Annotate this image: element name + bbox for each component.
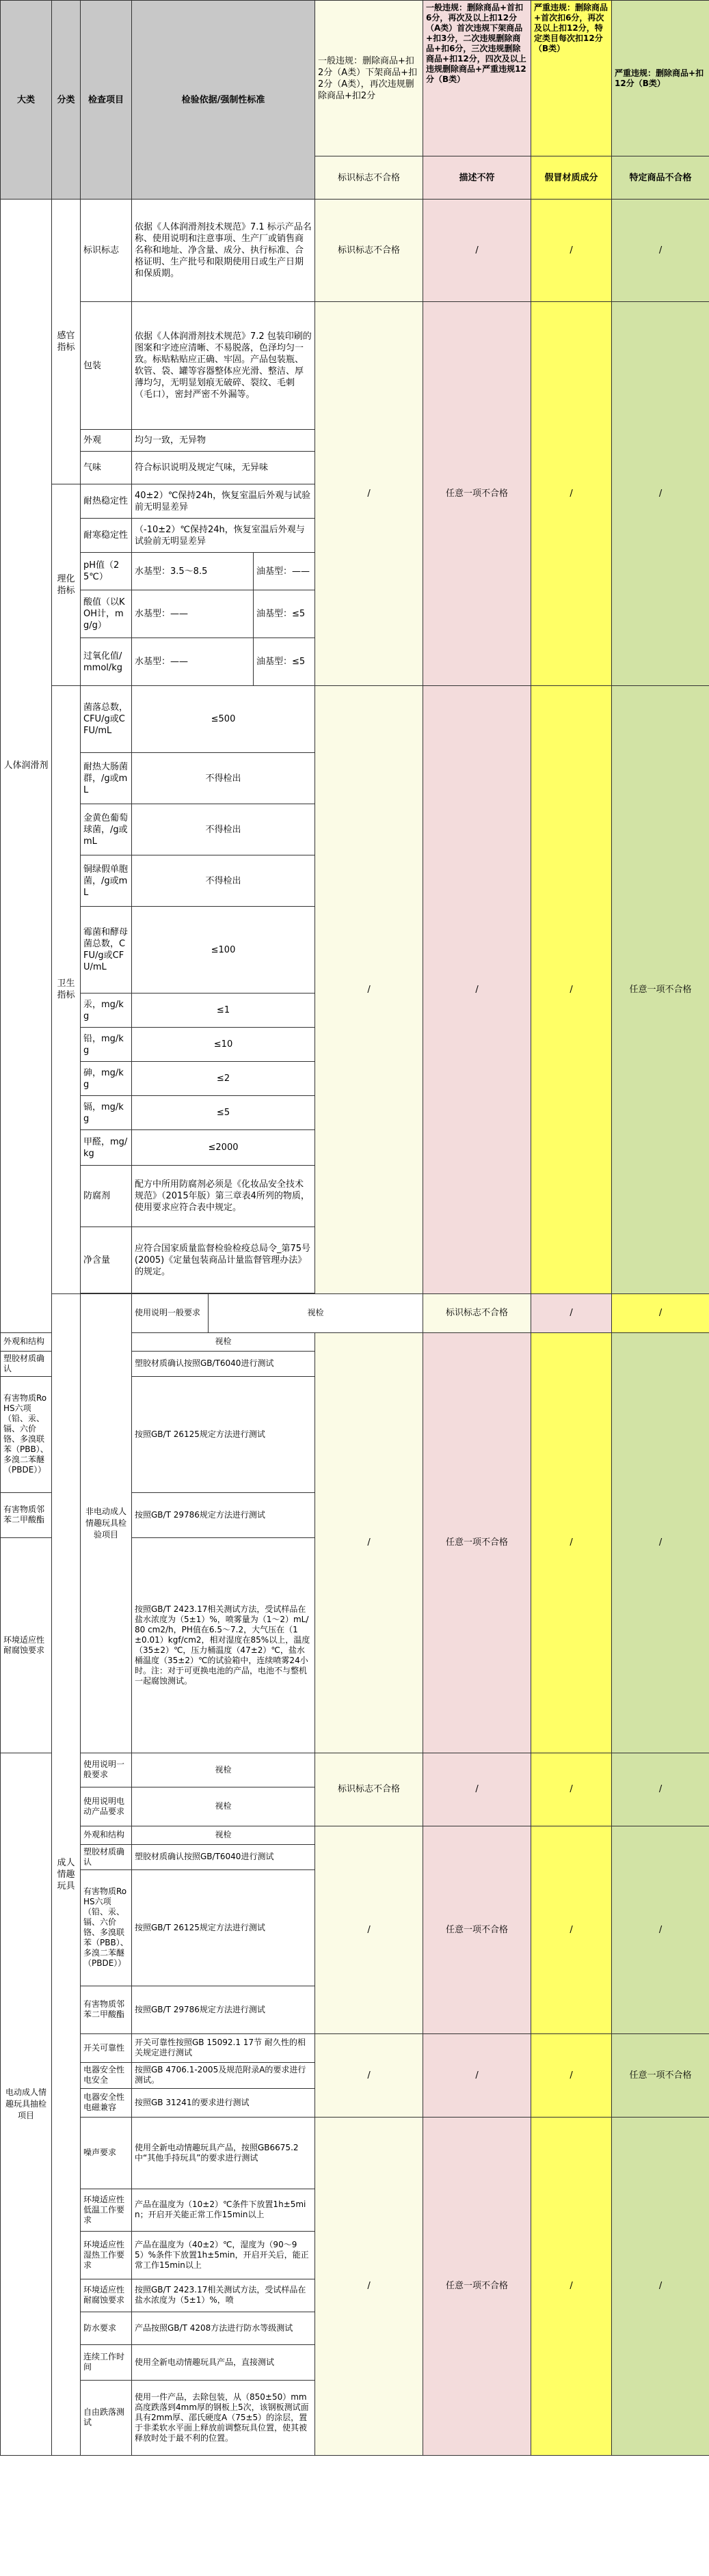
item-bacteria: 菌落总数，CFU/g或CFU/mL xyxy=(81,686,132,753)
cell-label-fail: 标识标志不合格 xyxy=(315,200,423,302)
basis2-continuous: 使用全新电动情趣玩具产品，直接测试 xyxy=(132,2344,315,2380)
item-rohs: 有害物质RoHS六项（铅、汞、镉、六价铬、多溴联苯（PBB）、多溴二苯醚（PBDE）） xyxy=(1,1376,52,1492)
item-phthalate: 有害物质邻苯二甲酸酯 xyxy=(1,1492,52,1537)
sub-mismatch: 描述不符 xyxy=(423,156,531,200)
major-lubricant: 人体润滑剂 xyxy=(1,200,52,1333)
item2-water: 防水要求 xyxy=(81,2312,132,2344)
basis2-switch: 开关可靠性按照GB 15092.1 17节 耐久性的相关规定进行测试 xyxy=(132,2033,315,2062)
basis-net-content: 应符合国家质量监督检验检疫总局令_第75号(2005)《定量包装商品计量监督管理办法》的规定。 xyxy=(132,1227,315,1293)
cell-slash: / xyxy=(315,2117,423,2455)
basis-preservative: 配方中所用防腐剂必须是《化妆品安全技术规范》（2015年版）第三章表4所列的物质，使用要求应符合表中规定。 xyxy=(132,1166,315,1227)
cell-slash: / xyxy=(531,2117,612,2455)
cell-slash: / xyxy=(531,1826,612,2033)
penalty-serious-2: 严重违规：删除商品+扣12分（B类） xyxy=(612,1,709,156)
cell-slash: / xyxy=(423,2033,531,2117)
cell-any-fail: 任意一项不合格 xyxy=(423,302,531,686)
cell-any-fail: 任意一项不合格 xyxy=(423,2117,531,2455)
item-pseudomonas: 铜绿假单胞菌，/g或mL xyxy=(81,855,132,907)
cell-slash: / xyxy=(315,686,423,1294)
item-preservative: 防腐剂 xyxy=(81,1166,132,1227)
item-env-corrosion: 环境适应性耐腐蚀要求 xyxy=(1,1537,52,1753)
basis-env-corrosion: 按照GB/T 2423.17相关测试方法，受试样品在盐水浓度为（5±1）%，喷雾量为（1～2）mL/80 cm2/h，PH值在6.5～7.2，大气压在（1±0.01）kgf/cm2，相对湿度在85%以上，温度（35±2）℃，压力桶温度（47±2）℃，盐水桶温度（35±2）℃的试验箱中，连续喷雾24小时。注：对于可更换电池的产品，电池不与整机一起腐蚀测试。 xyxy=(132,1537,315,1753)
basis-formaldehyde: ≤2000 xyxy=(132,1130,315,1166)
cell-slash: / xyxy=(315,302,423,686)
cell-slash: / xyxy=(423,1753,531,1826)
item2-drop: 自由跌落测试 xyxy=(81,2380,132,2455)
item2-look: 外观和结构 xyxy=(81,1826,132,1844)
basis2-look: 视检 xyxy=(132,1826,315,1844)
item2-plastic: 塑胶材质确认 xyxy=(81,1844,132,1869)
basis-cadmium: ≤5 xyxy=(132,1096,315,1130)
basis-perox-oil: 油基型：≤5 xyxy=(254,638,315,686)
cell-slash: / xyxy=(612,1332,709,1753)
cell-any-fail: 任意一项不合格 xyxy=(423,1332,531,1753)
basis-package: 依据《人体润滑剂技术规范》7.2 包装印刷的图案和字迹应清晰、不易脱落，色泽均匀一致。标贴粘贴应正确、牢固。产品包装瓶、软管、袋、罐等容器整体应光滑、整洁、厚薄均匀，无明显划痕无破碎、裂纹、毛刺（毛口），密封严密不外漏等。 xyxy=(132,302,315,430)
basis2-rohs: 按照GB/T 26125规定方法进行测试 xyxy=(132,1869,315,1986)
table-row xyxy=(1,1293,709,1332)
cell-slash: / xyxy=(423,686,531,1294)
item-staph: 金黄色葡萄球菌，/g或mL xyxy=(81,804,132,855)
cat-nonelectric: 非电动成人情趣玩具检验项目 xyxy=(81,1293,132,1753)
basis-bacteria: ≤500 xyxy=(132,686,315,753)
item-acid: 酸值（以KOH计，mg/g） xyxy=(81,590,132,638)
item-cadmium: 镉，mg/kg xyxy=(81,1096,132,1130)
item2-corrosion: 环境适应性耐腐蚀要求 xyxy=(81,2279,132,2312)
item-appearance: 外观 xyxy=(81,430,132,452)
cell-slash: / xyxy=(423,200,531,302)
item-formaldehyde: 甲醛，mg/kg xyxy=(81,1130,132,1166)
sub-label-fail: 标识标志不合格 xyxy=(315,156,423,200)
cell-slash: / xyxy=(531,1332,612,1753)
item-general: 使用说明一般要求 xyxy=(132,1293,209,1332)
item-net-content: 净含量 xyxy=(81,1227,132,1293)
major-adult-toy: 成人情趣玩具 xyxy=(52,1293,81,2455)
basis-acid-oil: 油基型：≤5 xyxy=(254,590,315,638)
item2-electric: 使用说明电动产品要求 xyxy=(81,1787,132,1826)
cell-label-fail: 标识标志不合格 xyxy=(315,1753,423,1826)
basis-mold: ≤100 xyxy=(132,907,315,994)
cat-hygiene: 卫生指标 xyxy=(52,686,81,1294)
cell-slash: / xyxy=(531,2033,612,2117)
basis2-emc: 按照GB 31241的要求进行测试 xyxy=(132,2088,315,2117)
item2-lowtemp: 环境适应性低温工作要求 xyxy=(81,2189,132,2231)
cell-slash: / xyxy=(531,1293,612,1332)
basis2-plastic: 塑胶材质确认按照GB/T6040进行测试 xyxy=(132,1844,315,1869)
cell-slash: / xyxy=(612,2117,709,2455)
basis-smell: 符合标识说明及规定气味，无异味 xyxy=(132,452,315,484)
basis-cold: （-10±2）℃保持24h，恢复室温后外观与试验前无明显差异 xyxy=(132,519,315,553)
basis2-drop: 使用一件产品，去除包装，从（850±50）mm高度跌落到4mm厚的钢板上5次，该钢板测试面具有2mm厚、邵氏硬度A（75±5）的涂层，置于非柔软水平面上释放前调整玩具位置，使其被释放时处于最不利的位置。 xyxy=(132,2380,315,2455)
basis2-electric: 视检 xyxy=(132,1787,315,1826)
cell-slash: / xyxy=(531,1753,612,1826)
basis2-water: 产品按照GB/T 4208方法进行防水等级测试 xyxy=(132,2312,315,2344)
item2-safety: 电器安全性电安全 xyxy=(81,2062,132,2088)
header-row xyxy=(1,1,709,156)
item-mold: 霉菌和酵母菌总数，CFU/g或CFU/mL xyxy=(81,907,132,994)
table-row xyxy=(1,2033,709,2062)
basis2-phthalate: 按照GB/T 29786规定方法进行测试 xyxy=(132,1986,315,2033)
penalty-general-2: 一般违规：删除商品+首扣6分，再次及以上扣12分（A类）首次违规下架商品+扣3分，二次违规删除商品+扣6分，三次违规删除商品+扣12分，四次及以上违规删除商品+严重违规12分（B类） xyxy=(423,1,531,156)
cell-slash: / xyxy=(612,1753,709,1826)
col-major-category: 大类 xyxy=(1,1,52,200)
basis2-noise: 使用全新电动情趣玩具产品，按照GB6675.2中“其他手持玩具”的要求进行测试 xyxy=(132,2117,315,2189)
item-label: 标识标志 xyxy=(81,200,132,302)
col-category: 分类 xyxy=(52,1,81,200)
cell-slash: / xyxy=(612,1826,709,2033)
item-heat: 耐热稳定性 xyxy=(81,484,132,519)
cell-slash: / xyxy=(612,302,709,686)
item-plastic: 塑胶材质确认 xyxy=(1,1351,52,1376)
basis2-damp: 产品在温度为（40±2）℃，湿度为（90～95）%条件下放置1h±5min，开启开关后，能正常工作15min以上 xyxy=(132,2231,315,2279)
basis-general: 视检 xyxy=(209,1293,423,1332)
item-ph: pH值（25℃） xyxy=(81,553,132,590)
basis-perox-water: 水基型：—— xyxy=(132,638,254,686)
item-lead: 铅，mg/kg xyxy=(81,1028,132,1062)
basis-pseudomonas: 不得检出 xyxy=(132,855,315,907)
basis-phthalate: 按照GB/T 29786规定方法进行测试 xyxy=(132,1492,315,1537)
basis-acid-water: 水基型：—— xyxy=(132,590,254,638)
basis2-general: 视检 xyxy=(132,1753,315,1787)
basis-arsenic: ≤2 xyxy=(132,1062,315,1096)
basis-label: 依据《人体润滑剂技术规范》7.1 标示产品名称、使用说明和注意事项、生产厂或销售商名称和地址、净含量、成分、执行标准、合格证明、生产批号和限期使用日或生产日期和保质期。 xyxy=(132,200,315,302)
cell-slash: / xyxy=(315,1332,423,1753)
item2-continuous: 连续工作时间 xyxy=(81,2344,132,2380)
item2-damp: 环境适应性湿热工作要求 xyxy=(81,2231,132,2279)
table-row xyxy=(1,302,709,430)
item2-emc: 电器安全性电磁兼容 xyxy=(81,2088,132,2117)
item-mercury: 汞，mg/kg xyxy=(81,994,132,1028)
cat-electric: 电动成人情趣玩具抽检项目 xyxy=(1,1753,52,2455)
basis-ph-water: 水基型：3.5～8.5 xyxy=(132,553,254,590)
cat-sensory: 感官指标 xyxy=(52,200,81,484)
table-row xyxy=(1,2117,709,2189)
item-package: 包装 xyxy=(81,302,132,430)
item2-noise: 噪声要求 xyxy=(81,2117,132,2189)
item-coliform: 耐热大肠菌群，/g或mL xyxy=(81,753,132,804)
basis-heat: 40±2）℃保持24h，恢复室温后外观与试验前无明显差异 xyxy=(132,484,315,519)
cell-any-fail: 任意一项不合格 xyxy=(612,686,709,1294)
col-item: 检查项目 xyxy=(81,1,132,200)
cell-slash: / xyxy=(612,200,709,302)
item2-rohs: 有害物质RoHS六项（铅、汞、镉、六价铬、多溴联苯（PBB）、多溴二苯醚（PBDE）） xyxy=(81,1869,132,1986)
cell-slash: / xyxy=(531,302,612,686)
item-look: 外观和结构 xyxy=(1,1332,52,1351)
basis-ph-oil: 油基型：—— xyxy=(254,553,315,590)
table-row xyxy=(1,1753,709,1787)
penalty-serious: 严重违规：删除商品+首次扣6分，再次及以上扣12分，特定类目每次扣12分（B类） xyxy=(531,1,612,156)
basis-appearance: 均匀一致，无异物 xyxy=(132,430,315,452)
table-row xyxy=(1,200,709,302)
basis-lead: ≤10 xyxy=(132,1028,315,1062)
cell-any-fail: 任意一项不合格 xyxy=(612,2033,709,2117)
cell-any-fail: 任意一项不合格 xyxy=(423,1826,531,2033)
basis-mercury: ≤1 xyxy=(132,994,315,1028)
sub-fake-material: 假冒材质成分 xyxy=(531,156,612,200)
cell-slash: / xyxy=(315,1826,423,2033)
basis-coliform: 不得检出 xyxy=(132,753,315,804)
cat-physchem: 理化指标 xyxy=(52,484,81,686)
item-arsenic: 砷，mg/kg xyxy=(81,1062,132,1096)
basis-look: 视检 xyxy=(132,1332,315,1351)
sub-special-fail: 特定商品不合格 xyxy=(612,156,709,200)
col-basis: 检验依据/强制性标准 xyxy=(132,1,315,200)
table-row xyxy=(1,1826,709,1844)
item2-general: 使用说明一般要求 xyxy=(81,1753,132,1787)
penalty-general-1: 一般违规：删除商品+扣2分（A类）下架商品+扣2分（A类），再次违规删除商品+扣2分 xyxy=(315,1,423,156)
basis-plastic: 塑胶材质确认按照GB/T6040进行测试 xyxy=(132,1351,315,1376)
basis2-safety: 按照GB 4706.1-2005及规范附录A的要求进行测试。 xyxy=(132,2062,315,2088)
cell-slash: / xyxy=(315,2033,423,2117)
table-row xyxy=(1,686,709,753)
basis2-corrosion: 按照GB/T 2423.17相关测试方法，受试样品在盐水浓度为（5±1）%，喷 xyxy=(132,2279,315,2312)
item2-phthalate: 有害物质邻苯二甲酸酯 xyxy=(81,1986,132,2033)
item-peroxide: 过氧化值/mmol/kg xyxy=(81,638,132,686)
basis-staph: 不得检出 xyxy=(132,804,315,855)
basis2-lowtemp: 产品在温度为（10±2）℃条件下放置1h±5min；开启开关能正常工作15min以上 xyxy=(132,2189,315,2231)
item-cold: 耐寒稳定性 xyxy=(81,519,132,553)
basis-rohs: 按照GB/T 26125规定方法进行测试 xyxy=(132,1376,315,1492)
item2-switch: 开关可靠性 xyxy=(81,2033,132,2062)
cell-slash: / xyxy=(531,686,612,1294)
cell-slash: / xyxy=(531,200,612,302)
item-smell: 气味 xyxy=(81,452,132,484)
cell-slash: / xyxy=(612,1293,709,1332)
cell-label-fail: 标识标志不合格 xyxy=(423,1293,531,1332)
